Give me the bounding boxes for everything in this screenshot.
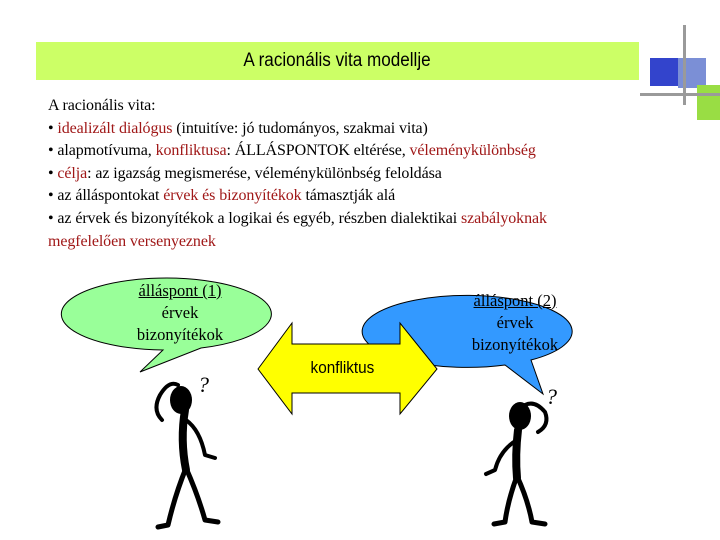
bullet-line-1: • idealizált dialógus (intuitíve: jó tudományos, szakmai vita)	[48, 119, 428, 137]
left-thinking-figure	[156, 384, 218, 527]
bullet-line-2: • alapmotívuma, konfliktusa: ÁLLÁSPONTOK eltérése, véleménykülönbség	[48, 142, 536, 160]
left-question-mark: ?	[198, 372, 209, 397]
left-bubble-line3: bizonyítékok	[136, 325, 224, 344]
bullet-line-4: • az álláspontokat érvek és bizonyítékok támasztják alá	[48, 187, 396, 205]
body-heading: A racionális vita:	[48, 97, 156, 114]
right-bubble-text	[430, 290, 600, 356]
bullet-line-5: • az érvek és bizonyítékok a logikai és egyéb, részben dialektikai szabályoknak	[48, 209, 547, 227]
right-bubble-line3: bizonyítékok	[471, 335, 559, 354]
right-thinking-figure	[486, 402, 546, 524]
conflict-label: konfliktus	[310, 358, 374, 377]
right-bubble-title: álláspont (2)	[473, 291, 557, 310]
left-bubble-line2: érvek	[161, 303, 199, 322]
slide-title: A racionális vita modellje	[243, 50, 432, 71]
bullet-line-3: • célja: az igazság megismerése, véleménykülönbség feloldása	[48, 164, 442, 182]
left-bubble-title: álláspont (1)	[138, 281, 222, 300]
left-bubble-text	[95, 280, 265, 346]
bullet-line-6: megfelelően versenyeznek	[48, 232, 216, 250]
right-bubble-line2: érvek	[496, 313, 534, 332]
right-question-mark: ?	[546, 384, 557, 409]
